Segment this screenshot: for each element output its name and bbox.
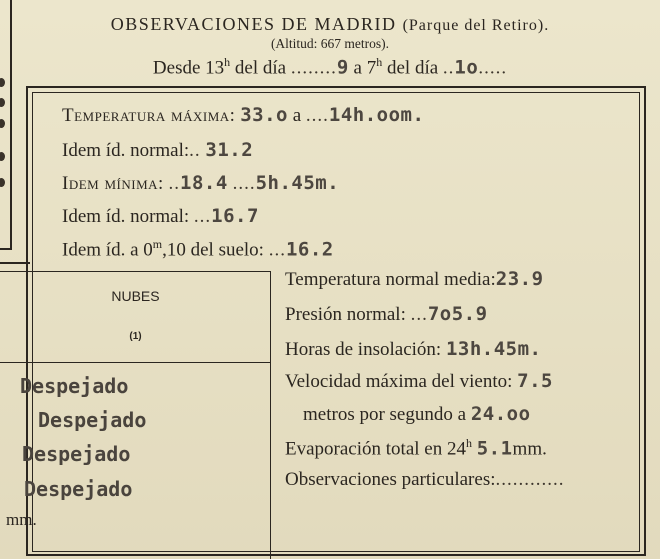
min-temp-row: Idem mínima: ..18.4 ....5h.45m. (62, 172, 340, 194)
page-title (0, 14, 660, 35)
sunshine-value: 13h.45m. (445, 338, 542, 360)
cloud-entry: Despejado (38, 408, 147, 432)
observation-range: Desde 13$^h$ del día ........9 a 7$^h$ del día ..1o..... (152, 55, 508, 79)
cloud-entry: Despejado (20, 374, 129, 398)
day-to-value: 1o (454, 56, 479, 79)
mean-temp-value: 23.9 (495, 268, 544, 290)
notes-row: Observaciones particulares:............ (285, 469, 565, 490)
max-normal-value: 31.2 (205, 139, 254, 161)
pressure-value: 7o5.9 (427, 303, 488, 325)
pressure-row: Presión normal: ...7o5.9 (285, 303, 488, 325)
clouds-footnote-mark: (1) (129, 331, 142, 342)
max-temp-row: Temperatura máxima: 33.o a ....14h.oom. (62, 104, 425, 126)
cloud-entry: Despejado (22, 442, 131, 466)
altitude-note: (Altitud: 667 metros). (270, 36, 390, 51)
sunshine-row: Horas de insolación: 13h.45m. (285, 338, 542, 360)
min-normal-value: 16.7 (211, 205, 259, 227)
evaporation-row: Evaporación total en 24$^h$ 5.1mm. (285, 436, 547, 460)
title-main: OBSERVACIONES DE MADRID (110, 14, 397, 34)
min-temp-value: 18.4 (180, 172, 228, 194)
title-location: (Parque del Retiro). (402, 17, 550, 34)
ground-temp-row: Idem íd. a 0$^m$,10 del suelo: ...16.2 (62, 237, 334, 261)
ground-temp-value: 16.2 (285, 238, 334, 261)
wind-time-value: 24.oo (470, 403, 531, 425)
wind-value: 7.5 (517, 370, 553, 392)
max-temp-time: 14h.oom. (328, 104, 425, 126)
max-normal-row: Idem íd. normal:.. 31.2 (62, 139, 254, 161)
clouds-divider (0, 362, 271, 363)
clouds-unit: mm. (6, 510, 37, 529)
min-normal-row: Idem íd. normal: ...16.7 (62, 205, 259, 227)
max-temp-value: 33.o (240, 104, 288, 126)
wind-time-row: metros por segundo a 24.oo (303, 403, 531, 425)
clouds-title: NUBES (111, 288, 160, 304)
evaporation-value: 5.1 (476, 437, 513, 460)
wind-row: Velocidad máxima del viento: 7.5 (285, 370, 553, 392)
day-from-value: 9 (336, 56, 349, 79)
mean-temp-row: Temperatura normal media:23.9 (285, 268, 544, 290)
cloud-entry: Despejado (24, 477, 133, 501)
left-edge-bottom-rule (0, 248, 12, 250)
min-temp-time: 5h.45m. (255, 172, 340, 194)
